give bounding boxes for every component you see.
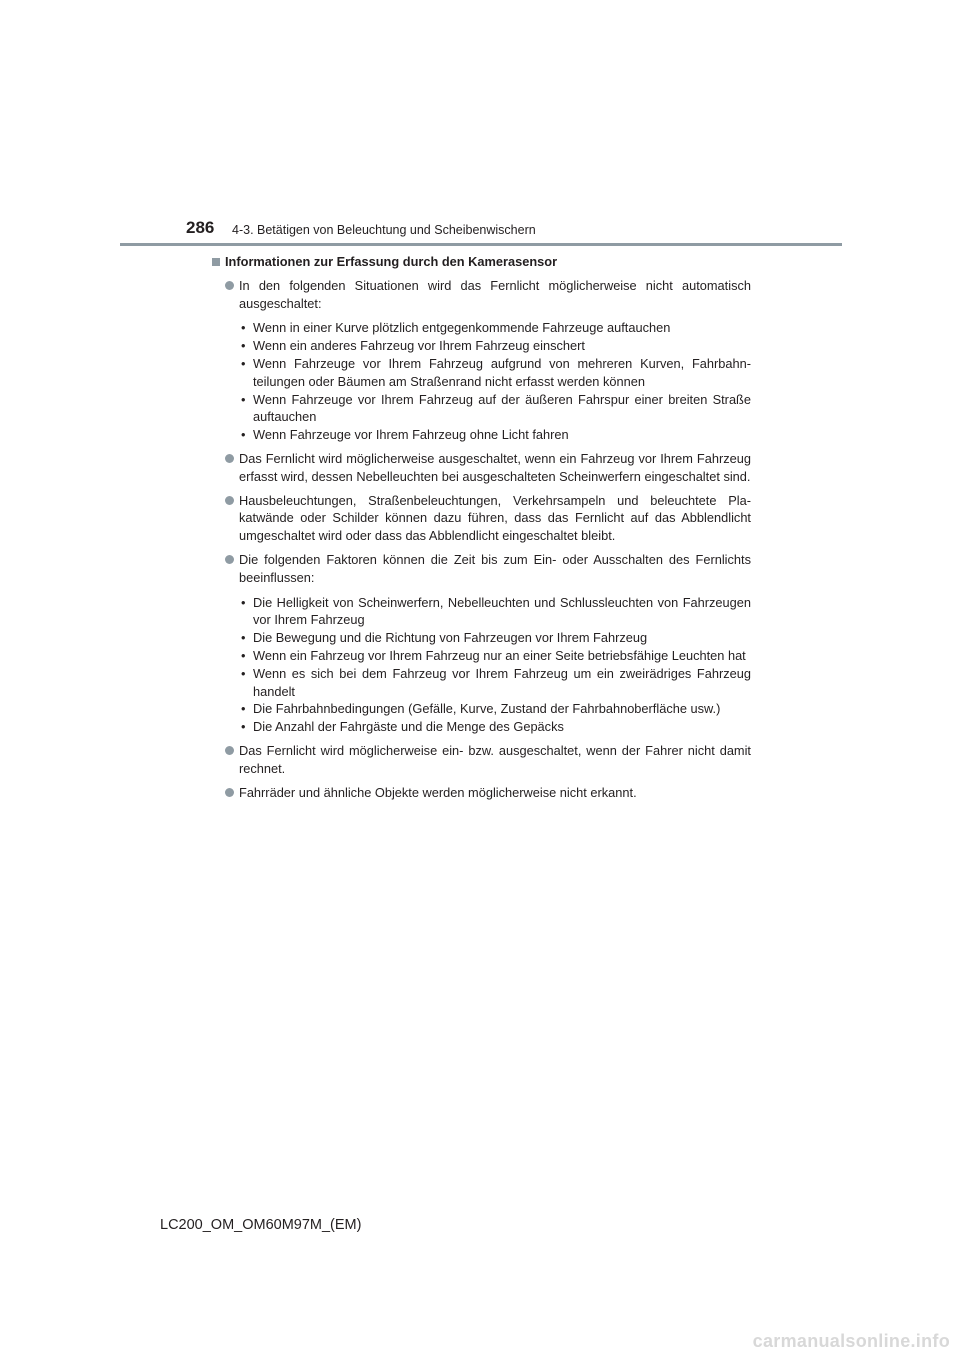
- sub-list: [239, 319, 751, 444]
- page-number: 286: [186, 218, 215, 237]
- sub-list-item-text: Die Bewegung und die Richtung von Fahrzeugen vor Ihrem Fahrzeug: [253, 630, 648, 646]
- dot-bullet-icon: •: [241, 647, 246, 663]
- sub-list-item: [239, 391, 751, 427]
- content-area: [211, 253, 751, 807]
- list-item: [211, 277, 751, 444]
- list-item-text: In den folgenden Situationen wird das Fernlicht möglicherweise nicht automatisch ausgeschaltet:: [239, 277, 751, 311]
- header-rule: [120, 243, 842, 246]
- dot-bullet-icon: •: [241, 594, 246, 610]
- circle-bullet-icon: [225, 555, 234, 564]
- list-item: [211, 742, 751, 778]
- dot-bullet-icon: •: [241, 427, 246, 443]
- section-heading: [211, 253, 751, 271]
- list-item-text: Das Fernlicht wird möglicherweise ein- bzw. ausgeschaltet, wenn der Fahrer nicht damit rechnet.: [239, 742, 751, 776]
- dot-bullet-icon: •: [241, 338, 246, 354]
- document-code: LC200_OM_OM60M97M_(EM): [160, 1217, 362, 1233]
- sub-list: [239, 594, 751, 736]
- sub-list-item-text: Wenn ein anderes Fahrzeug vor Ihrem Fahrzeug einschert: [253, 338, 585, 354]
- sub-list-item-text: Wenn ein Fahrzeug vor Ihrem Fahrzeug nur an einer Seite betriebsfähige Leuchten hat: [253, 647, 746, 663]
- dot-bullet-icon: •: [241, 320, 246, 336]
- dot-bullet-icon: •: [241, 701, 246, 717]
- items-list: [211, 277, 751, 802]
- circle-bullet-icon: [225, 788, 234, 797]
- sub-list-item: [239, 355, 751, 391]
- sub-list-item-text: Wenn Fahrzeuge vor Ihrem Fahrzeug aufgrund von mehreren Kurven, Fahrbahnteilungen oder Bäumen am Straßenrand nicht erfasst werden können: [253, 355, 751, 389]
- sub-list-item-text: Die Helligkeit von Scheinwerfern, Nebelleuchten und Schlussleuchten von Fahrzeugen vor Ihrem Fahrzeug: [253, 594, 751, 628]
- list-item: [211, 450, 751, 486]
- list-item-text: Fahrräder und ähnliche Objekte werden möglicherweise nicht erkannt.: [239, 784, 637, 800]
- list-item-text: Hausbeleuchtungen, Straßenbeleuchtungen, Verkehrsampeln und beleuchtete Plakatwände oder Schilder können dazu führen, dass das Fernlicht auf das Abblendlicht umgeschaltet wird oder dass das Abblendlicht eingeschaltet bleibt.: [239, 492, 751, 544]
- sub-list-item: [239, 337, 751, 355]
- square-bullet-icon: [212, 258, 220, 266]
- sub-list-item-text: Wenn in einer Kurve plötzlich entgegenkommende Fahrzeuge auftauchen: [253, 320, 671, 336]
- circle-bullet-icon: [225, 746, 234, 755]
- dot-bullet-icon: •: [241, 665, 246, 681]
- sub-list-item-text: Wenn Fahrzeuge vor Ihrem Fahrzeug auf der äußeren Fahrspur einer breiten Straße auftauchen: [253, 391, 751, 425]
- chapter-title: 4-3. Betätigen von Beleuchtung und Scheibenwischern: [232, 223, 536, 237]
- sub-list-item: [239, 319, 751, 337]
- dot-bullet-icon: •: [241, 355, 246, 371]
- list-item-text: Die folgenden Faktoren können die Zeit bis zum Ein- oder Ausschalten des Fernlichts beeinflussen:: [239, 551, 751, 585]
- circle-bullet-icon: [225, 454, 234, 463]
- list-item: [211, 492, 751, 545]
- sub-list-item: [239, 718, 751, 736]
- sub-list-item: [239, 665, 751, 701]
- sub-list-item-text: Wenn Fahrzeuge vor Ihrem Fahrzeug ohne Licht fahren: [253, 427, 569, 443]
- sub-list-item: [239, 700, 751, 718]
- sub-list-item: [239, 647, 751, 665]
- sub-list-item: [239, 629, 751, 647]
- circle-bullet-icon: [225, 281, 234, 290]
- sub-list-item: [239, 426, 751, 444]
- sub-list-item: [239, 594, 751, 630]
- dot-bullet-icon: •: [241, 391, 246, 407]
- dot-bullet-icon: •: [241, 719, 246, 735]
- section-heading-text: Informationen zur Erfassung durch den Kamerasensor: [225, 254, 558, 269]
- list-item-text: Das Fernlicht wird möglicherweise ausgeschaltet, wenn ein Fahrzeug vor Ihrem Fahrzeug erfasst wird, dessen Nebelleuchten bei ausgeschalteten Scheinwerfern eingeschaltet sind.: [239, 450, 751, 484]
- dot-bullet-icon: •: [241, 630, 246, 646]
- sub-list-item-text: Die Fahrbahnbedingungen (Gefälle, Kurve, Zustand der Fahrbahnoberfläche usw.): [253, 701, 721, 717]
- circle-bullet-icon: [225, 496, 234, 505]
- list-item: [211, 784, 751, 802]
- sub-list-item-text: Wenn es sich bei dem Fahrzeug vor Ihrem Fahrzeug um ein zweirädriges Fahrzeug handelt: [253, 665, 751, 699]
- watermark: carmanualsonline.info: [752, 1331, 950, 1351]
- list-item: [211, 551, 751, 736]
- sub-list-item-text: Die Anzahl der Fahrgäste und die Menge des Gepäcks: [253, 719, 564, 735]
